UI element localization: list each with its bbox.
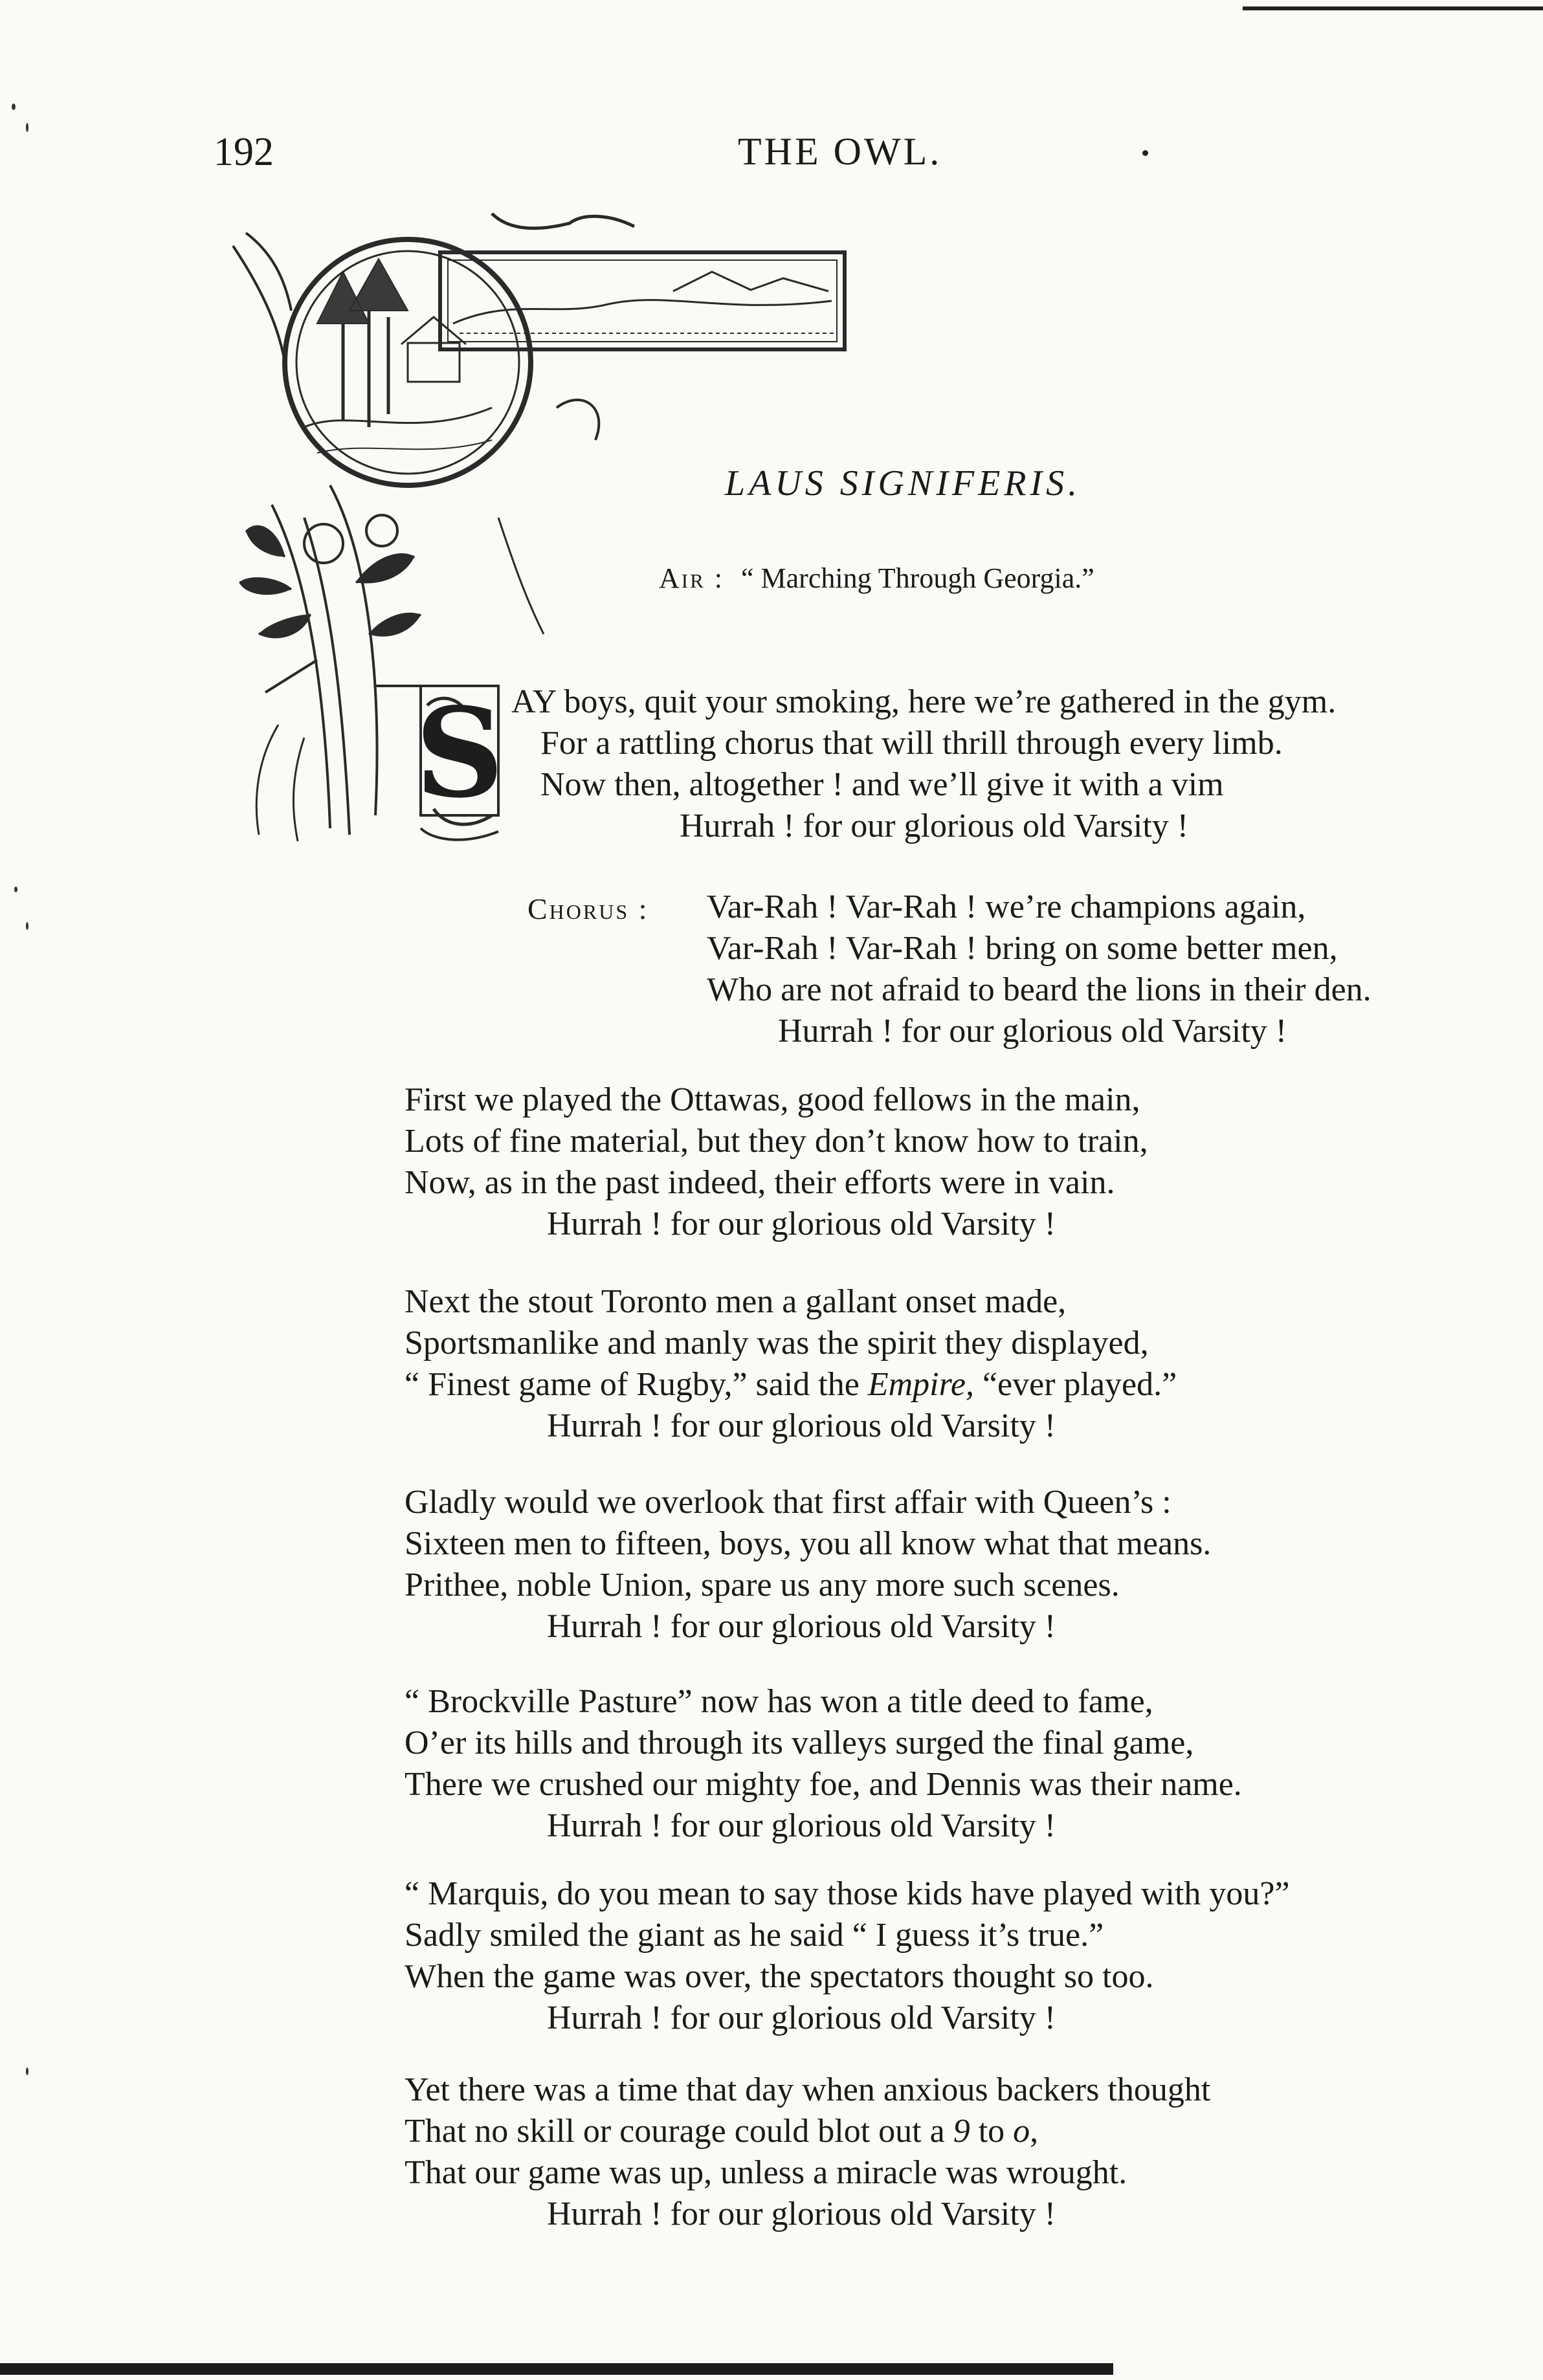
air-tune: “ Marching Through Georgia.”: [741, 562, 1094, 594]
verse-line: “ Brockville Pasture” now has won a title deed to fame,: [405, 1683, 1153, 1720]
margin-speck: [12, 104, 16, 110]
verse-text: ,: [1030, 2113, 1039, 2150]
italic-empire: Empire,: [867, 1366, 974, 1403]
top-rule: [1243, 6, 1543, 10]
stanza-4: [405, 1482, 1211, 1647]
ornamental-dropcap-s: [414, 673, 505, 848]
verse-line: Sadly smiled the giant as he said “ I guess it’s true.”: [405, 1917, 1104, 1954]
verse-line: [405, 1364, 1177, 1405]
margin-speck: [26, 2067, 28, 2075]
verse-line: That our game was up, unless a miracle was wrought.: [405, 2154, 1127, 2191]
refrain-line: Hurrah ! for our glorious old Varsity !: [680, 808, 1189, 844]
verse-line: Lots of fine material, but they don’t know how to train,: [405, 1123, 1148, 1160]
verse-line: Sixteen men to fifteen, boys, you all know what that means.: [405, 1525, 1212, 1562]
refrain-line: Hurrah ! for our glorious old Varsity !: [547, 1608, 1056, 1645]
refrain-line: Hurrah ! for our glorious old Varsity !: [547, 1407, 1056, 1444]
stanza-6: [405, 1873, 1290, 2039]
italic-score: o: [1013, 2113, 1030, 2150]
verse-line: AY boys, quit your smoking, here we’re gathered in the gym.: [511, 683, 1337, 720]
verse-line: “ Marquis, do you mean to say those kids have played with you?”: [405, 1875, 1290, 1912]
verse-line: There we crushed our mighty foe, and Dennis was their name.: [405, 1766, 1242, 1803]
stanza-5: [405, 1681, 1242, 1847]
verse-line: When the game was over, the spectators thought so too.: [405, 1958, 1154, 1995]
verse-line: Sportsmanlike and manly was the spirit they displayed,: [405, 1325, 1149, 1361]
verse-line: Now then, altogether ! and we’ll give it with a vim: [540, 766, 1224, 803]
margin-speck: [14, 887, 17, 892]
verse-line: Next the stout Toronto men a gallant onset made,: [405, 1283, 1067, 1320]
air-line: [659, 562, 1094, 595]
stanza-3: [405, 1281, 1177, 1447]
dropcap-letter: S: [415, 681, 504, 825]
verse-text: “ Finest game of Rugby,” said the: [405, 1366, 868, 1403]
verse-text: That no skill or courage could blot out a: [405, 2113, 953, 2150]
chorus-line: Var-Rah ! Var-Rah ! we’re champions again,: [707, 888, 1306, 925]
refrain-line: Hurrah ! for our glorious old Varsity !: [547, 1807, 1056, 1844]
italic-score: 9: [953, 2113, 970, 2150]
margin-speck: [26, 922, 28, 930]
chorus-label: Chorus :: [527, 892, 649, 925]
chorus: [707, 887, 1371, 1052]
header-dot: [1142, 150, 1148, 156]
running-title: THE OWL.: [738, 130, 942, 173]
stanza-7: [405, 2069, 1210, 2235]
verse-line: O’er its hills and through its valleys surged the final game,: [405, 1724, 1194, 1761]
refrain-line: Hurrah ! for our glorious old Varsity !: [547, 2000, 1056, 2036]
verse-line: Gladly would we overlook that first affair with Queen’s :: [405, 1484, 1171, 1521]
refrain-line: Hurrah ! for our glorious old Varsity !: [778, 1013, 1287, 1050]
verse-line: For a rattling chorus that will thrill through every limb.: [540, 725, 1283, 762]
verse-line: Now, as in the past indeed, their efforts were in vain.: [405, 1164, 1115, 1201]
refrain-line: Hurrah ! for our glorious old Varsity !: [547, 1206, 1056, 1242]
margin-speck: [26, 123, 28, 132]
verse-line: First we played the Ottawas, good fellows in the main,: [405, 1081, 1140, 1118]
air-label: Air :: [659, 562, 724, 594]
verse-text: “ever played.”: [973, 1366, 1177, 1403]
verse-line: Yet there was a time that day when anxious backers thought: [405, 2071, 1211, 2108]
verse-text: to: [970, 2113, 1014, 2150]
refrain-line: Hurrah ! for our glorious old Varsity !: [547, 2196, 1056, 2232]
bottom-rule: [0, 2363, 1113, 2375]
page-number: 192: [214, 130, 274, 174]
poem-title: LAUS SIGNIFERIS.: [725, 463, 1082, 503]
stanza-1: [511, 681, 1336, 847]
verse-line: Prithee, noble Union, spare us any more such scenes.: [405, 1567, 1120, 1603]
verse-line: [405, 2111, 1210, 2152]
chorus-line: Var-Rah ! Var-Rah ! bring on some better men,: [707, 930, 1338, 967]
stanza-2: [405, 1079, 1148, 1245]
chorus-line: Who are not afraid to beard the lions in their den.: [707, 971, 1371, 1008]
